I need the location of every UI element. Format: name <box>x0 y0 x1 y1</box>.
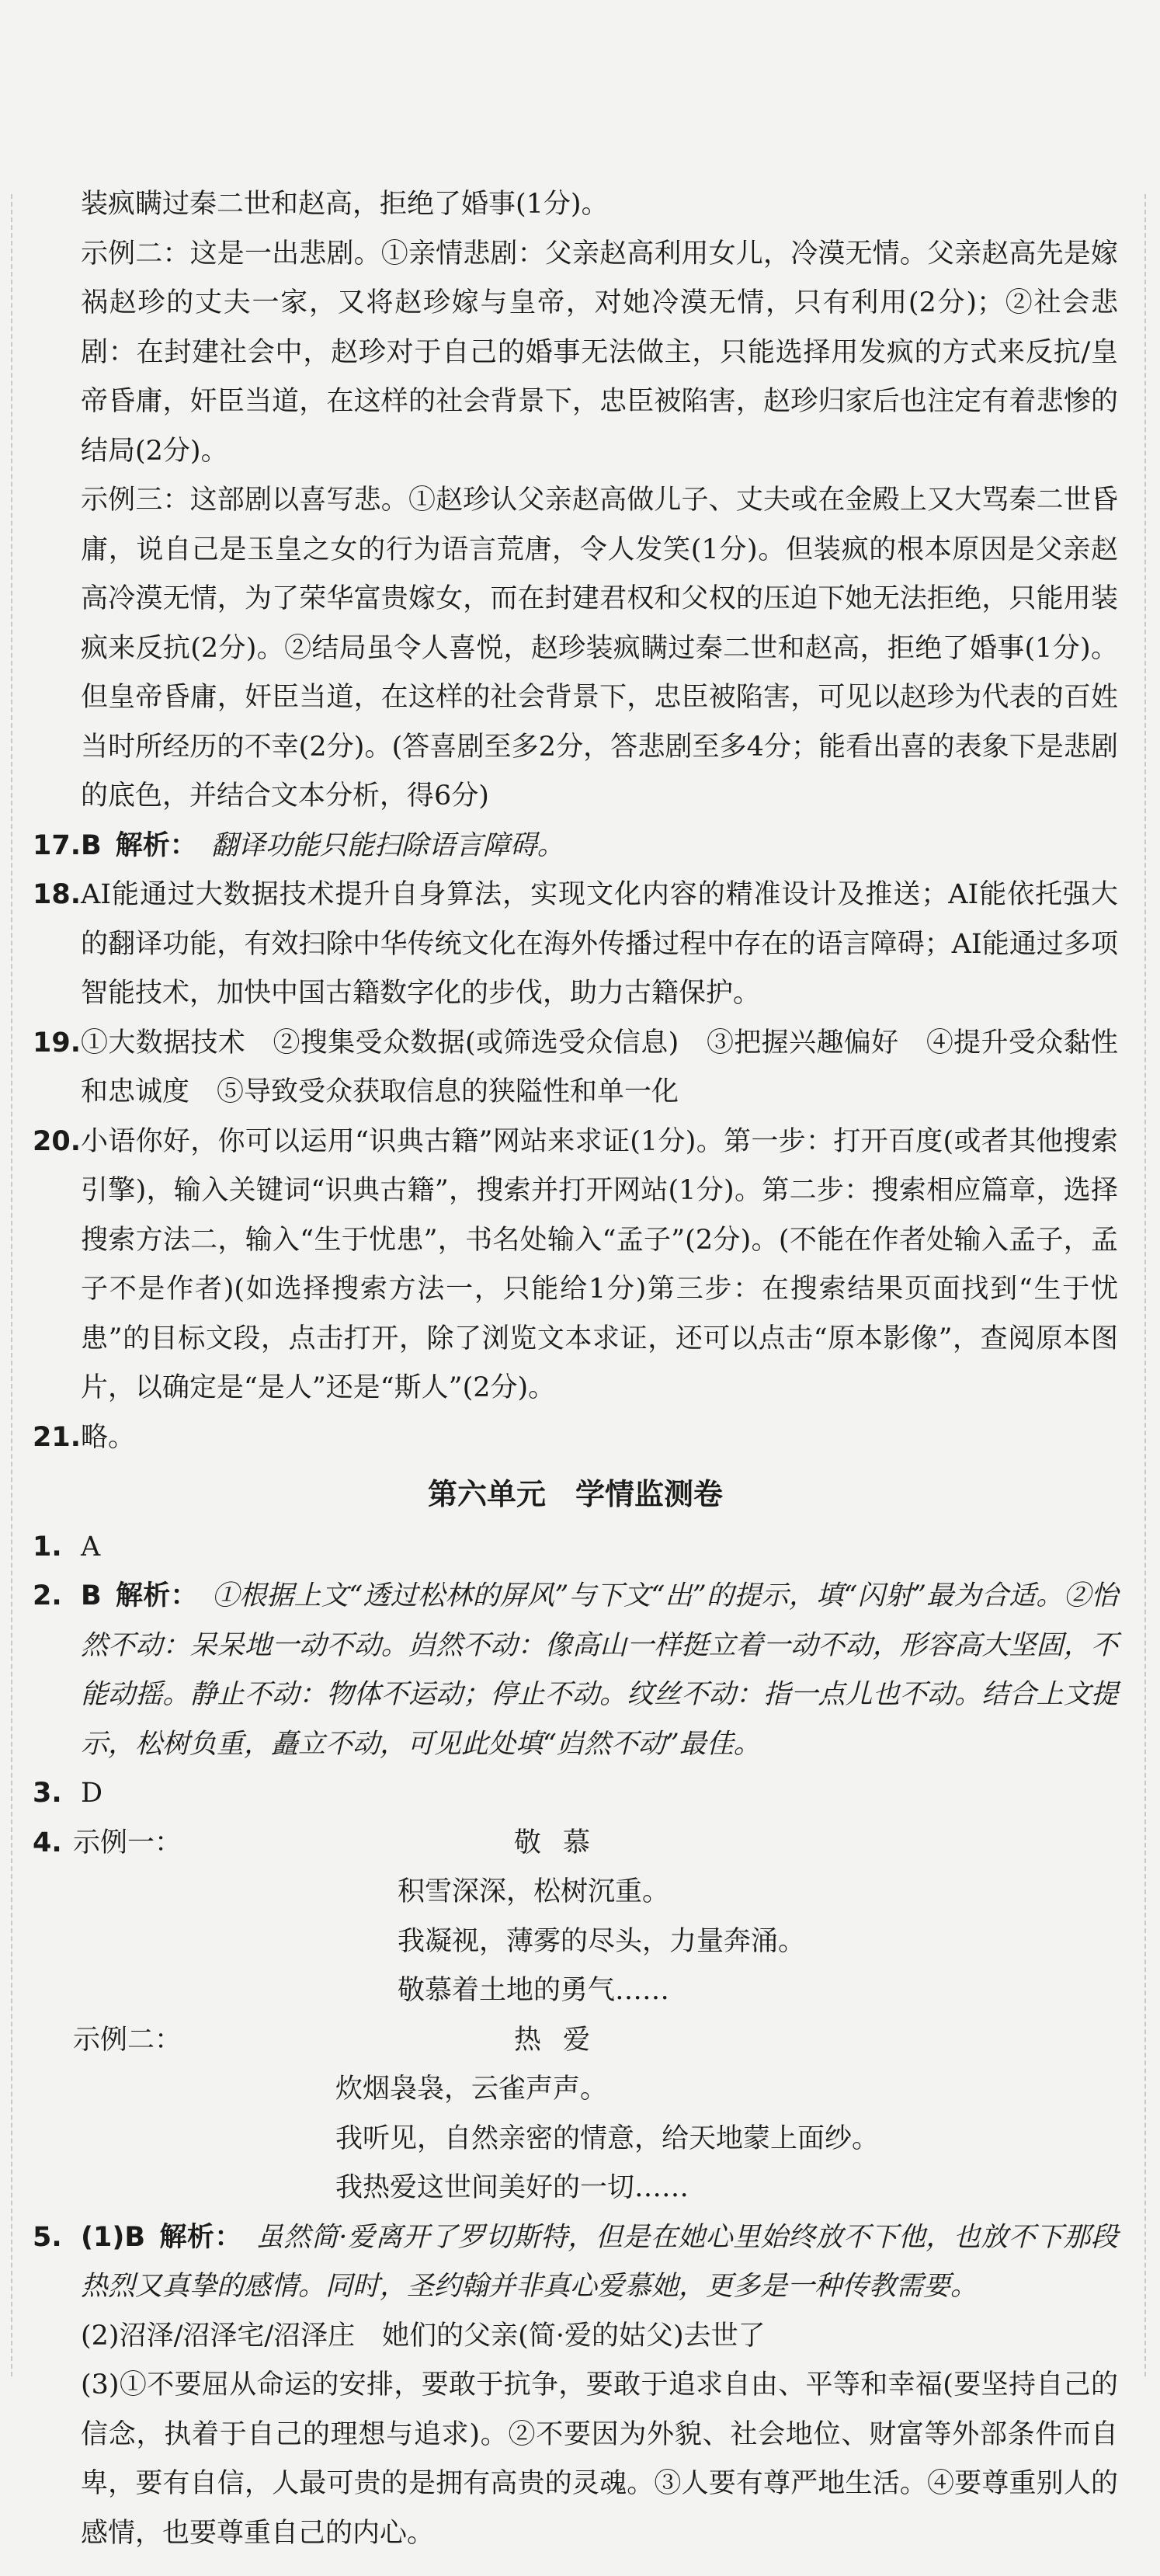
analysis-text: 翻译功能只能扫除语言障碍。 <box>210 829 564 861</box>
section-question-3 <box>33 1769 1118 1819</box>
example-three-paragraph: 示例三：这部剧以喜写悲。①赵珍认父亲赵高做儿子、丈夫或在金殿上又大骂秦二世昏庸，说自己是玉皇之女的行为语言荒唐，令人发笑(1分)。但装疯的根本原因是父亲赵高冷漠无情，为了荣华富贵嫁女，而在封建君权和父权的压迫下她无法拒绝，只能用装疯来反抗(2分)。②结局虽令人喜悦，赵珍装疯瞒过秦二世和赵高，拒绝了婚事(1分)。但皇帝昏庸，奸臣当道，在这样的社会背景下，忠臣被陷害，可见以赵珍为代表的百姓当时所经历的不幸(2分)。(答喜剧至多2分，答悲剧至多4分；能看出喜的表象下是悲剧的底色，并结合文本分析，得6分) <box>81 485 1118 812</box>
part-two-answer: (2)沼泽/沼泽宅/沼泽庄 她们的父亲(简·爱的姑父)去世了 <box>81 2320 766 2352</box>
question-18 <box>33 871 1118 1019</box>
answer-choice: D <box>81 1778 103 1809</box>
question-17 <box>33 822 1118 871</box>
page-content <box>33 180 1118 2558</box>
analysis-label: 解析： <box>115 1580 198 1611</box>
analysis-label: 解析： <box>159 2221 242 2253</box>
answer-choice: A <box>81 1531 101 1563</box>
question-20 <box>33 1118 1118 1413</box>
answer-choice: B <box>81 829 102 861</box>
question-number: 20. <box>33 1125 82 1157</box>
example-one-header <box>33 1819 1118 1869</box>
question-number: 3. <box>33 1778 62 1809</box>
section-question-2 <box>33 1572 1118 1769</box>
poem-two-line: 炊烟袅袅，云雀声声。 <box>335 2074 608 2105</box>
question-number: 19. <box>33 1027 82 1059</box>
example-two-paragraph: 示例二：这是一出悲剧。①亲情悲剧：父亲赵高利用女儿，冷漠无情。父亲赵高先是嫁祸赵珍的丈夫一家，又将赵珍嫁与皇帝，对她冷漠无情，只有利用(2分)；②社会悲剧：在封建社会中，赵珍对于自己的婚事无法做主，只能选择用发疯的方式来反抗/皇帝昏庸，奸臣当道，在这样的社会背景下，忠臣被陷害，赵珍归家后也注定有着悲惨的结局(2分)。 <box>81 238 1118 467</box>
analysis-label: 解析： <box>115 829 197 861</box>
right-dashed-rule <box>1144 194 1146 2376</box>
poem-two-title: 热爱 <box>514 2024 613 2056</box>
answer-choice: B <box>81 1580 102 1611</box>
answer-text: AI能通过大数据技术提升自身算法，实现文化内容的精准设计及推送；AI能依托强大的翻译功能，有效扫除中华传统文化在海外传播过程中存在的语言障碍；AI能通过多项智能技术，加快中国古籍数字化的步伐，助力古籍保护。 <box>81 879 1118 1009</box>
poem-two-line: 我听见，自然亲密的情意，给天地蒙上面纱。 <box>335 2122 880 2154</box>
part-one-answer: (1)B <box>81 2221 146 2253</box>
poem-one-line: 敬慕着土地的勇气…… <box>398 1975 670 2006</box>
continued-answer-line: 装疯瞒过秦二世和赵高，拒绝了婚事(1分)。 <box>81 189 609 220</box>
section-title: 第六单元 学情监测卷 <box>427 1477 723 1511</box>
section-question-5 <box>33 2213 1118 2312</box>
part-three-answer: (3)①不要屈从命运的安排，要敢于抗争，要敢于追求自由、平等和幸福(要坚持自己的信念，执着于自己的理想与追求)。②不要因为外貌、社会地位、财富等外部条件而自卑，要有自信，人最可贵的是拥有高贵的灵魂。③人要有尊严地生活。④要尊重别人的感情，也要尊重自己的内心。 <box>81 2369 1118 2549</box>
answer-text: 略。 <box>81 1421 136 1453</box>
question-number: 4. <box>33 1827 62 1858</box>
poem-two-line: 我热爱这世间美好的一切…… <box>335 2172 689 2203</box>
question-number: 21. <box>33 1421 82 1453</box>
analysis-text: 虽然简·爱离开了罗切斯特，但是在她心里始终放不下他，也放不下那段热烈又真挚的感情。同时，圣约翰并非真心爱慕她，更多是一种传教需要。 <box>81 2221 1118 2302</box>
question-number: 2. <box>33 1580 62 1611</box>
poem-one-line: 我凝视，薄雾的尽头，力量奔涌。 <box>398 1925 806 1957</box>
answer-text: ①大数据技术 ②搜集受众数据(或筛选受众信息) ③把握兴趣偏好 ④提升受众黏性和忠诚度 ⑤导致受众获取信息的狭隘性和单一化 <box>81 1027 1118 1107</box>
question-21 <box>33 1413 1118 1463</box>
analysis-text: ①根据上文“透过松林的屏风”与下文“出”的提示，填“闪射”最为合适。②怡然不动：呆呆地一动不动。岿然不动：像高山一样挺立着一动不动，形容高大坚固，不能动摇。静止不动：物体不运动；停止不动。纹丝不动：指一点儿也不动。结合上文提示，松树负重，矗立不动，可见此处填“岿然不动”最佳。 <box>81 1580 1118 1760</box>
answer-text: 小语你好，你可以运用“识典古籍”网站来求证(1分)。第一步：打开百度(或者其他搜索引擎)，输入关键词“识典古籍”，搜索并打开网站(1分)。第二步：搜索相应篇章，选择搜索方法二，输入“生于忧患”，书名处输入“孟子”(2分)。(不能在作者处输入孟子，孟子不是作者)(如选择搜索方法一，只能给1分)第三步：在搜索结果页面找到“生于忧患”的目标文段，点击打开，除了浏览文本求证，还可以点击“原本影像”，查阅原本图片，以确定是“是人”还是“斯人”(2分)。 <box>81 1125 1118 1403</box>
question-number: 1. <box>33 1531 62 1563</box>
poem-one-line: 积雪深深，松树沉重。 <box>398 1876 670 1907</box>
example-two-tag: 示例二： <box>73 2024 182 2056</box>
example-two-header <box>33 2016 1118 2066</box>
question-number: 5. <box>33 2221 62 2253</box>
question-number: 17. <box>33 829 82 861</box>
example-one-tag: 示例一： <box>73 1827 182 1858</box>
question-number: 18. <box>33 879 82 910</box>
section-question-1 <box>33 1523 1118 1573</box>
left-dashed-rule <box>11 194 12 2376</box>
question-19 <box>33 1019 1118 1118</box>
poem-one-title: 敬慕 <box>514 1827 613 1858</box>
